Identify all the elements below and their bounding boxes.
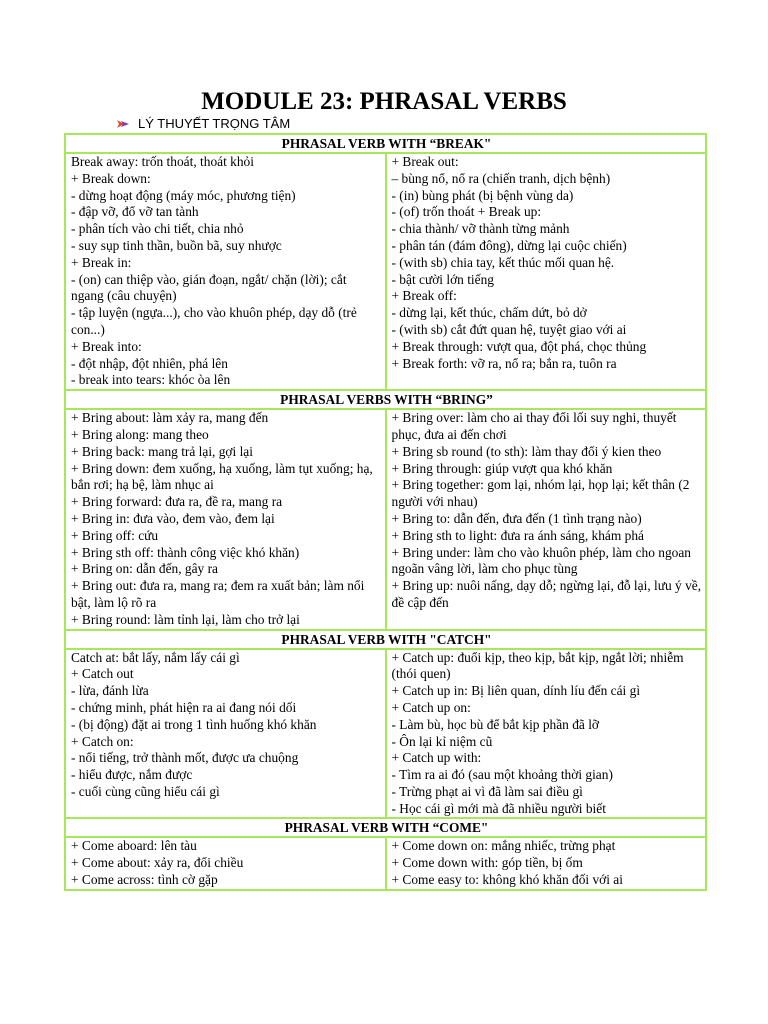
entry-line: + Break forth: vỡ ra, nổ ra; bắn ra, tuôn ra (391, 355, 617, 371)
left-column (65, 837, 386, 889)
entry-line: - hiểu được, nắm được (71, 767, 193, 783)
entry-line: - cuối cùng cũng hiểu cái gì (71, 783, 220, 799)
section-heading: PHRASAL VERB WITH “COME" (65, 818, 706, 837)
entry-line: - dừng lại, kết thúc, chấm dứt, bỏ dở (391, 305, 587, 321)
entry-line: + Come across: tình cờ gặp (71, 872, 218, 888)
entry-line: + Come down on: mắng nhiếc, trừng phạt (391, 838, 616, 854)
entry-line: + Bring together: gom lại, nhóm lại, họp lại; kết thân (2 người với nhau) (391, 477, 690, 510)
section-heading: PHRASAL VERBS WITH “BRING” (65, 390, 706, 409)
right-column (386, 837, 707, 889)
entry-line: - bật cười lớn tiếng (391, 271, 494, 287)
section-body-row (65, 153, 706, 390)
entry-line: + Bring in: đưa vào, đem vào, đem lại (71, 510, 275, 526)
arrow-bullet-icon (116, 117, 130, 131)
entry-line: - đập vỡ, đổ vỡ tan tành (71, 204, 199, 220)
entry-line: + Bring to: dẫn đến, đưa đến (1 tình trạng nào) (391, 510, 642, 526)
entry-line: Catch at: bắt lấy, nắm lấy cái gì (71, 649, 240, 665)
entry-line: + Break down: (71, 170, 151, 186)
entry-line: - chứng minh, phát hiện ra ai đang nói dối (71, 699, 297, 715)
entry-line: + Bring round: làm tỉnh lại, làm cho trở lại (71, 611, 300, 627)
left-column (65, 409, 386, 629)
entry-line: + Break off: (391, 288, 457, 304)
entry-line: + Catch on: (71, 733, 134, 749)
entry-line: + Come easy to: không khó khăn đối với ai (391, 872, 623, 888)
section-header-row (65, 134, 706, 153)
left-column (65, 649, 386, 819)
entry-line: + Bring sth off: thành công việc khó khăn) (71, 544, 300, 560)
entry-line: - (on) can thiệp vào, gián đoạn, ngắt/ chặn (lời); cắt ngang (câu chuyện) (71, 271, 347, 304)
section-heading: PHRASAL VERB WITH "CATCH" (65, 630, 706, 649)
entry-line: + Break into: (71, 338, 142, 354)
section-body-row (65, 649, 706, 819)
entry-line: + Bring out: đưa ra, mang ra; đem ra xuất bản; làm nổi bật, làm lộ rõ ra (71, 578, 365, 610)
entry-line: + Bring about: làm xảy ra, mang đến (71, 410, 269, 426)
section-body-row (65, 837, 706, 889)
entry-line: + Break through: vượt qua, đột phá, chọc thủng (391, 338, 647, 354)
entry-line: - Học cái gì mới mà đã nhiều người biết (391, 800, 606, 816)
entry-line: - đột nhập, đột nhiên, phá lên (71, 355, 228, 371)
right-column (386, 409, 707, 629)
entry-line: + Bring over: làm cho ai thay đổi lối suy nghi, thuyết phục, đưa ai đến chơi (391, 410, 677, 442)
section-header-row (65, 818, 706, 837)
subtitle-text: LÝ THUYẾT TRỌNG TÂM (138, 116, 291, 131)
entry-line: – bùng nổ, nổ ra (chiến tranh, dịch bệnh) (391, 170, 611, 186)
entry-line: + Catch up with: (391, 750, 482, 766)
entry-line: + Bring forward: đưa ra, đề ra, mang ra (71, 494, 283, 510)
entry-line: + Catch up in: Bị liên quan, dính líu đến cái gì (391, 683, 641, 699)
entry-line: + Bring sb round (to sth): làm thay đổi ý kien theo (391, 443, 662, 459)
entry-line: + Catch up: đuổi kịp, theo kịp, bắt kịp, ngắt lời; nhiễm (thói quen) (391, 649, 684, 682)
phrasal-verbs-table (64, 133, 707, 891)
right-column (386, 649, 707, 819)
entry-line: + Catch up on: (391, 699, 471, 715)
entry-line: - lừa, đánh lừa (71, 683, 149, 699)
section-subtitle (116, 116, 290, 132)
entry-line: + Break out: (391, 154, 459, 169)
entry-line: - (in) bùng phát (bị bệnh vùng da) (391, 187, 574, 203)
entry-line: - Ôn lại kỉ niệm cũ (391, 733, 493, 749)
entry-line: - Làm bù, học bù để bắt kịp phần đã lỡ (391, 716, 600, 732)
entry-line: - (of) trốn thoát + Break up: (391, 204, 542, 220)
entry-line: + Come about: xảy ra, đổi chiều (71, 855, 244, 871)
section-header-row (65, 630, 706, 649)
entry-line: + Bring back: mang trả lại, gợi lại (71, 443, 253, 459)
entry-line: - chia thành/ vỡ thành từng mảnh (391, 221, 570, 237)
entry-line: + Come aboard: lên tàu (71, 838, 197, 854)
entry-line: + Bring off: cứu (71, 527, 159, 543)
entry-line: + Bring under: làm cho vào khuôn phép, làm cho ngoan ngoãn vâng lời, làm cho phục tùng (391, 544, 691, 577)
entry-line: - break into tears: khóc òa lên (71, 372, 231, 388)
left-column (65, 153, 386, 390)
entry-line: - (with sb) cắt đứt quan hệ, tuyệt giao với ai (391, 321, 627, 337)
entry-line: + Bring up: nuôi nấng, dạy dỗ; ngừng lại, đỗ lại, lưu ý về, đề cập đến (391, 578, 702, 610)
right-column (386, 153, 707, 390)
entry-line: + Bring sth to light: đưa ra ánh sáng, khám phá (391, 527, 644, 543)
entry-line: Break away: trốn thoát, thoát khỏi (71, 154, 254, 169)
section-header-row (65, 390, 706, 409)
entry-line: - phân tích vào chi tiết, chia nhỏ (71, 221, 244, 237)
entry-line: - nổi tiếng, trở thành mốt, được ưa chuộng (71, 750, 299, 766)
entry-line: - Tìm ra ai đó (sau một khoảng thời gian) (391, 767, 613, 783)
entry-line: + Bring through: giúp vượt qua khó khăn (391, 460, 613, 476)
entry-line: + Bring down: đem xuống, hạ xuống, làm tụt xuống; hạ, bắn rơi; hạ bệ, làm nhục ai (71, 460, 373, 493)
entry-line: - dừng hoạt động (máy móc, phương tiện) (71, 187, 296, 203)
entry-line: - phân tán (đám đông), dừng lại cuộc chiến) (391, 237, 627, 253)
entry-line: + Come down with: góp tiền, bị ốm (391, 855, 583, 871)
entry-line: + Catch out (71, 666, 134, 682)
entry-line: - (with sb) chia tay, kết thúc mối quan hệ. (391, 254, 615, 270)
page-title: MODULE 23: PHRASAL VERBS (201, 88, 567, 115)
entry-line: - suy sụp tinh thần, buồn bã, suy nhược (71, 237, 282, 253)
entry-line: + Break in: (71, 254, 132, 270)
section-heading: PHRASAL VERB WITH “BREAK" (65, 134, 706, 153)
entry-line: + Bring on: dẫn đến, gây ra (71, 561, 219, 577)
section-body-row (65, 409, 706, 629)
entry-line: + Bring along: mang theo (71, 426, 209, 442)
entry-line: - tập luyện (ngựa...), cho vào khuôn phép, dạy dỗ (trẻ con...) (71, 305, 357, 337)
entry-line: - (bị động) đặt ai trong 1 tình huống khó khăn (71, 716, 317, 732)
entry-line: - Trừng phạt ai vì đã làm sai điều gì (391, 783, 583, 799)
